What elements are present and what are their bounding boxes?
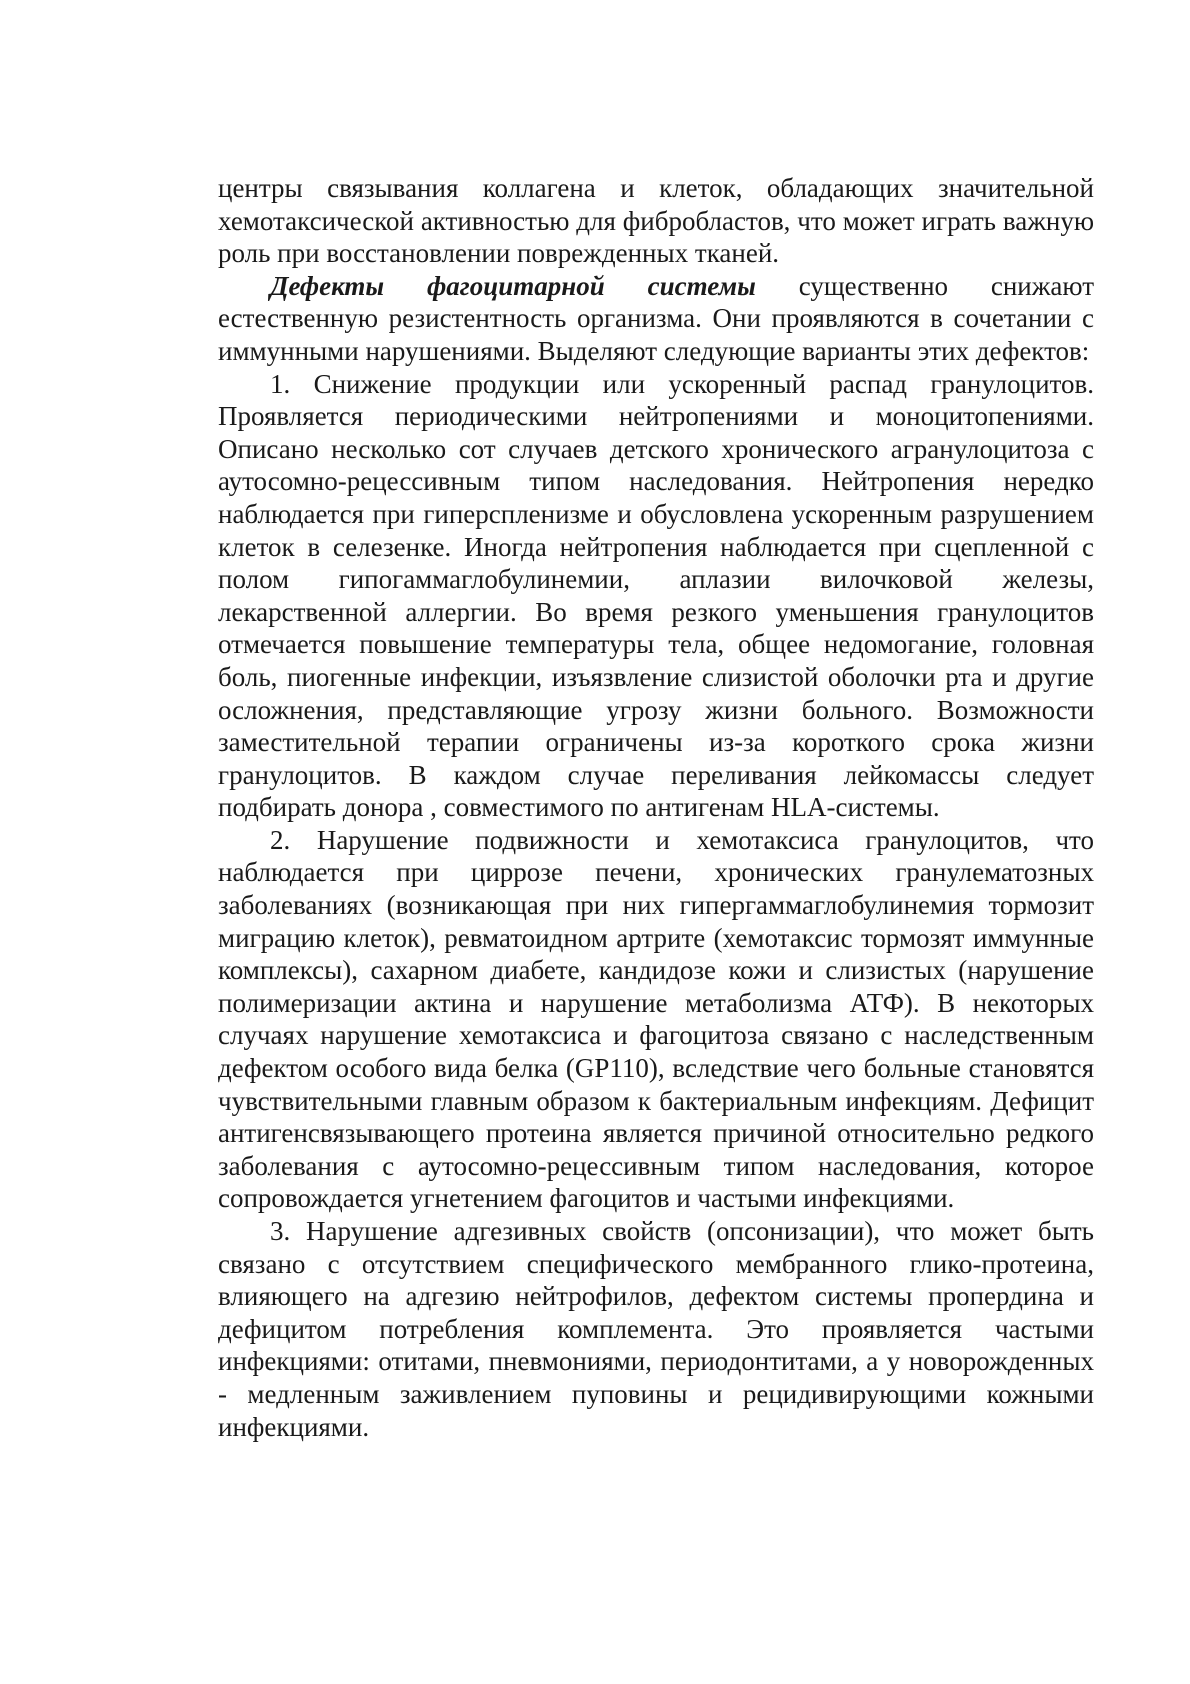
list-item-3: 3. Нарушение адгезивных свойств (опсонизации), что может быть связано с отсутствием специфического мембранного глико-протеина, влияющего на адгезию нейтрофилов, дефектом системы пропердина и дефицитом потребления комплемента. Это проявляется частыми инфекциями: отитами, пневмониями, периодонтитами, а у новорожденных - медленным заживлением пуповины и рецидивирующими кожными инфекциями. xyxy=(218,1216,1094,1442)
paragraph-phagocytic-defects xyxy=(218,270,1094,368)
document-page xyxy=(218,172,1094,1443)
list-item-1: 1. Снижение продукции или ускоренный распад гранулоцитов. Проявляется периодическими нейтропениями и моноцитопениями. Описано несколько сот случаев детского хронического агранулоцитоза с аутосомно-рецессивным типом наследования. Нейтропения нередко наблюдается при гиперспленизме и обусловлена ускоренным разрушением клеток в селезенке. Иногда нейтропения наблюдается при сцепленной с полом гипогаммаглобулинемии, аплазии вилочковой железы, лекарственной аллергии. Во время резкого уменьшения гранулоцитов отмечается повышение температуры тела, общее недомогание, головная боль, пиогенные инфекции, изъязвление слизистой оболочки рта и другие осложнения, представляющие угрозу жизни больного. Возможности заместительной терапии ограничены из-за короткого срока жизни гранулоцитов. В каждом случае переливания лейкомассы следует подбирать донора , совместимого по антигенам HLA-системы. xyxy=(218,368,1094,823)
list-item-2: 2. Нарушение подвижности и хемотаксиса гранулоцитов, что наблюдается при циррозе печени, хронических гранулематозных заболеваниях (возникающая при них гипергаммаглобулинемия тормозит миграцию клеток), ревматоидном артрите (хемотаксис тормозят иммунные комплексы), сахарном диабете, кандидозе кожи и слизистых (нарушение полимеризации актина и нарушение метаболизма АТФ). В некоторых случаях нарушение хемотаксиса и фагоцитоза связано с наследственным дефектом особого вида белка (GP110), вследствие чего больные становятся чувствительными главным образом к бактериальным инфекциям. Дефицит антигенсвязывающего протеина является причиной относительно редкого заболевания с аутосомно-рецессивным типом наследования, которое сопровождается угнетением фагоцитов и частыми инфекциями. xyxy=(218,824,1094,1214)
paragraph-phagocytic-defects-text: существенно снижают естественную резистентность организма. Они проявляются в сочетании с иммунными нарушениями. Выделяют следующие варианты этих дефектов: xyxy=(218,270,1095,366)
term-phagocytic-system-defects: Дефекты фагоцитарной системы xyxy=(270,270,756,301)
paragraph-continuation: центры связывания коллагена и клеток, обладающих значительной хемотаксической активностью для фибробластов, что может играть важную роль при восстановлении поврежденных тканей. xyxy=(218,173,1094,269)
